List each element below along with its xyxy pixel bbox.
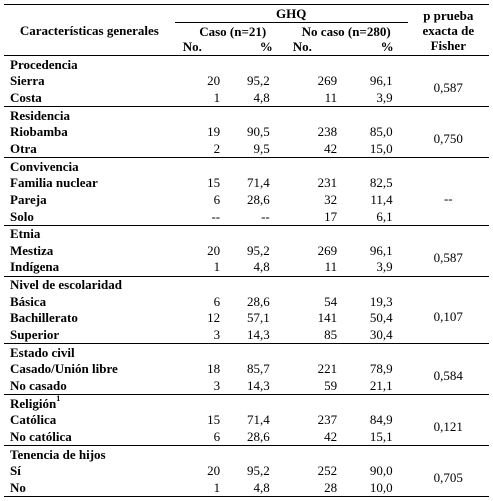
case-count: 15 [207,175,221,191]
nocase-percent: 3,9 [376,259,393,275]
case-pct-header: % [259,39,273,55]
nocase-pct-header: % [380,39,394,55]
section-header-row [4,56,489,73]
case-count: 1 [213,259,221,275]
nocase-count: 221 [317,361,338,377]
section-title-text: Religión [10,395,57,411]
case-percent: 28,6 [246,293,270,309]
p-value: 0,587 [408,225,489,276]
nocase-percent: 3,9 [376,89,393,105]
section-title [4,344,408,361]
row-label: Indígena [10,259,60,275]
nocase-percent: 6,1 [376,208,393,224]
case-count: 3 [213,378,221,394]
section-header-row [4,157,489,174]
nocase-percent: 10,0 [342,479,407,496]
nocase-percent: 50,4 [369,310,393,326]
section-title [4,157,408,174]
row-label: Sierra [10,73,45,89]
row-label: No católica [10,429,72,445]
section-header-row [4,225,489,242]
row-label: Pareja [10,191,47,207]
section-header-row [4,344,489,361]
nocase-count: 28 [285,479,342,496]
case-count: 1 [213,89,221,105]
nocase-count: 42 [324,140,338,156]
row-label: Mestiza [10,242,54,258]
case-count: 20 [207,463,221,479]
p-value-header: p prueba exacta de Fisher [422,8,475,53]
section-header-row [4,395,489,412]
section-title [4,276,408,293]
case-percent: 57,1 [246,310,270,326]
section-title-text: Etnia [10,226,41,242]
case-count: 6 [213,429,221,445]
case-count: 20 [207,242,221,258]
case-percent: 28,6 [246,191,270,207]
nocase-group-header [285,23,408,56]
nocase-percent: 78,9 [369,361,393,377]
nocase-count: 141 [317,310,338,326]
case-count: -- [211,208,221,224]
section-header-row [4,106,489,123]
row-label: Costa [10,89,42,105]
row-label: Casado/Unión libre [10,361,118,377]
row-label: Católica [10,412,57,428]
ghq-header: GHQ [175,5,408,23]
section-title-text: Estado civil [10,344,75,360]
case-percent: 95,2 [246,242,270,258]
case-percent: 14,3 [246,378,270,394]
nocase-count: 32 [324,191,338,207]
nocase-count: 269 [317,73,338,89]
case-percent: 4,8 [253,259,270,275]
case-count: 19 [207,124,221,140]
footnote-marker: 1 [56,394,61,404]
nocase-count: 17 [324,208,338,224]
row-label: Solo [10,208,34,224]
case-no-header: No. [182,39,202,55]
nocase-count: 42 [324,429,338,445]
case-percent: 14,3 [246,327,270,343]
nocase-percent: 30,4 [369,327,393,343]
row-label: No casado [10,378,67,394]
section-header-row [4,276,489,293]
nocase-percent: 96,1 [369,73,393,89]
case-group-header [175,23,285,56]
p-value: 0,750 [408,106,489,157]
row-label: Básica [10,293,47,309]
section-title [4,225,408,242]
nocase-percent: 96,1 [369,242,393,258]
case-count: 1 [175,479,225,496]
section-title-text: Nivel de escolaridad [10,277,122,293]
section-title-text: Procedencia [10,56,78,72]
row-label: No [4,479,175,496]
case-count: 6 [213,293,221,309]
case-count: 15 [207,412,221,428]
nocase-percent: 85,0 [369,124,393,140]
nocase-header: No caso (n=280) [301,23,391,39]
p-value: 0,587 [408,56,489,107]
p-value: 0,584 [408,344,489,395]
section-title-text: Residencia [10,107,70,123]
nocase-percent: 15,0 [369,140,393,156]
nocase-count: 269 [317,242,338,258]
section-title-text: Convivencia [10,158,79,174]
case-percent: 95,2 [246,73,270,89]
row-label: Bachillerato [10,310,78,326]
results-table [4,4,489,497]
case-count: 6 [213,191,221,207]
nocase-count: 85 [324,327,338,343]
p-value: 0,705 [408,446,489,497]
case-percent: 85,7 [246,361,270,377]
section-title-text: Tenencia de hijos [10,446,106,462]
case-percent: -- [261,208,270,224]
row-label: Sí [10,463,21,479]
p-value: 0,107 [408,276,489,344]
case-percent: 90,5 [246,124,270,140]
case-count: 12 [207,310,221,326]
section-title [4,56,408,73]
nocase-percent: 90,0 [369,463,393,479]
nocase-percent: 11,4 [370,191,393,207]
section-title [4,106,408,123]
nocase-count: 237 [317,412,338,428]
nocase-no-header: No. [292,39,312,55]
case-percent: 9,5 [253,140,270,156]
case-percent: 71,4 [246,175,270,191]
case-count: 20 [207,73,221,89]
section-title [4,446,408,463]
nocase-percent: 82,5 [369,175,393,191]
nocase-count: 54 [324,293,338,309]
row-label: Riobamba [10,124,68,140]
nocase-count: 11 [324,259,338,275]
p-value: 0,121 [408,395,489,446]
case-percent: 4,8 [225,479,285,496]
table-body [4,56,489,497]
case-count: 2 [213,140,221,156]
case-header: Caso (n=21) [199,23,267,39]
case-count: 18 [207,361,221,377]
case-count: 3 [213,327,221,343]
nocase-count: 252 [317,463,338,479]
nocase-percent: 21,1 [369,378,393,394]
case-percent: 4,8 [253,89,270,105]
row-label: Familia nuclear [10,175,98,191]
p-value: -- [408,157,489,225]
row-label: Superior [10,327,60,343]
nocase-percent: 84,9 [369,412,393,428]
nocase-count: 231 [317,175,338,191]
characteristics-header: Características generales [19,23,159,38]
section-title [4,395,408,412]
case-percent: 28,6 [246,429,270,445]
row-label: Otra [10,140,37,156]
case-percent: 95,2 [246,463,270,479]
section-header-row [4,446,489,463]
nocase-count: 11 [324,89,338,105]
case-percent: 71,4 [246,412,270,428]
nocase-percent: 19,3 [369,293,393,309]
nocase-count: 59 [324,378,338,394]
nocase-count: 238 [317,124,338,140]
nocase-percent: 15,1 [369,429,393,445]
